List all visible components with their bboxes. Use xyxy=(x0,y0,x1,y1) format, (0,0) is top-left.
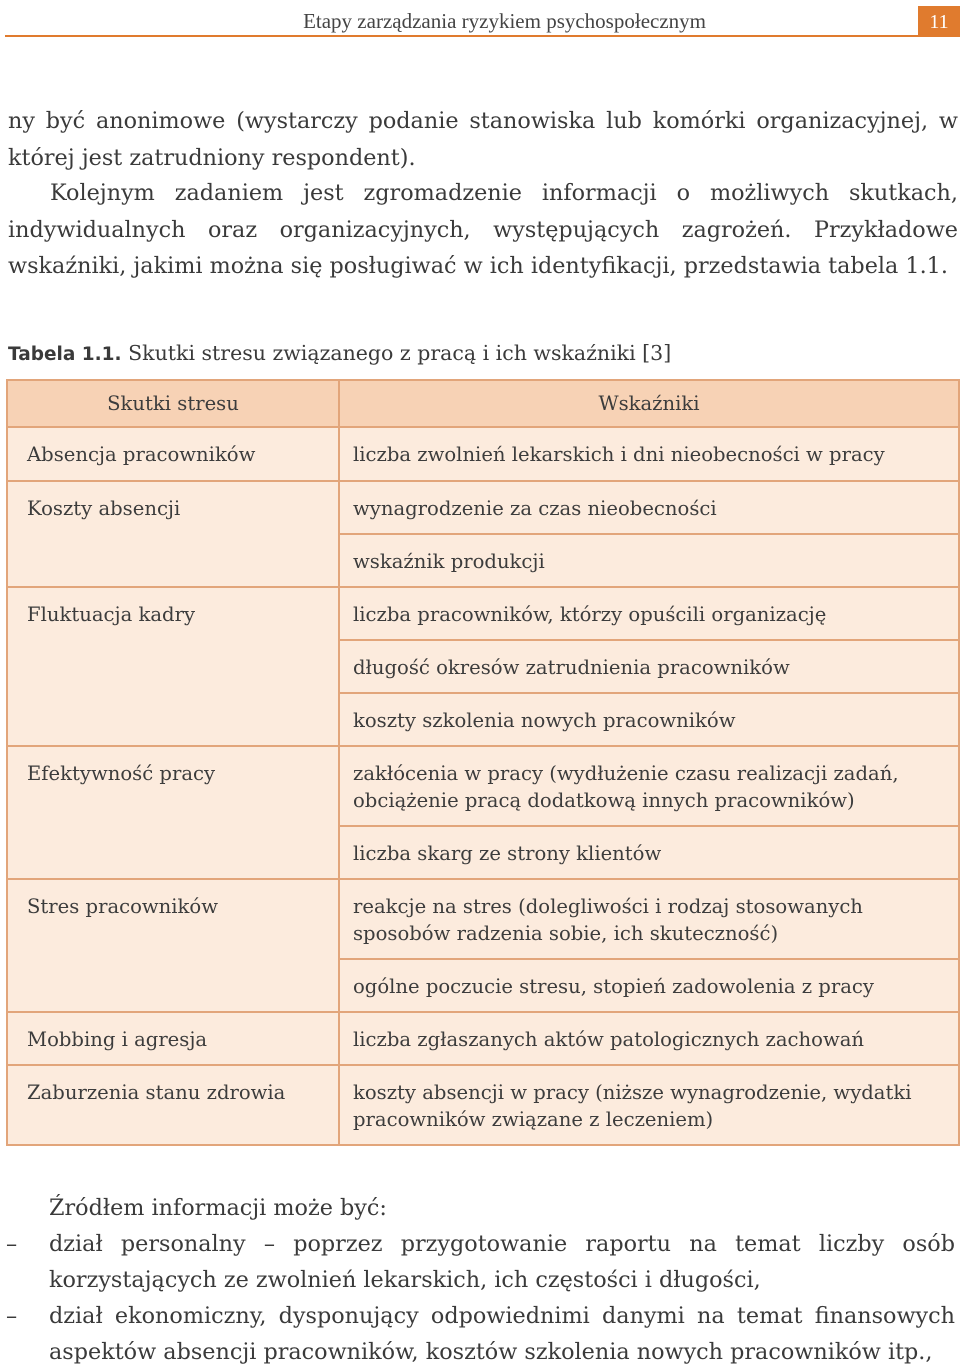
effect-cell: Koszty absencji xyxy=(7,481,339,587)
sources-intro: Źródłem informacji może być: xyxy=(49,1195,387,1221)
indicator-cell: reakcje na stres (dolegliwości i rodzaj stosowanych sposobów radzenia sobie, ich skuteczność) xyxy=(339,879,959,959)
running-title: Etapy zarządzania ryzykiem psychospołecznym xyxy=(303,9,706,33)
indicator-cell: liczba skarg ze strony klientów xyxy=(339,826,959,879)
indicator-cell: liczba zwolnień lekarskich i dni nieobecności w pracy xyxy=(339,427,959,481)
paragraph-indicators: Kolejnym zadaniem jest zgromadzenie informacji o możliwych skutkach, indywidualnych oraz organizacyjnych, występujących zagrożeń. Przykładowe wskaźniki, jakimi można się posługiwać w ich identyfikacji, przedstawia tabela 1.1. xyxy=(8,180,958,279)
indicator-cell: ogólne poczucie stresu, stopień zadowolenia z pracy xyxy=(339,959,959,1012)
paragraph-continuation: ny być anonimowe (wystarczy podanie stanowiska lub komórki organizacyjnej, w której jest zatrudniony respondent). xyxy=(8,108,958,171)
list-item-text: dział personalny – poprzez przygotowanie raportu na temat liczby osób korzystających ze zwolnień lekarskich, ich częstości i długości, xyxy=(49,1231,955,1293)
list-item xyxy=(0,1298,955,1370)
table-row xyxy=(7,587,959,640)
table-row xyxy=(7,1065,959,1145)
effect-cell: Fluktuacja kadry xyxy=(7,587,339,746)
table-caption-text: Skutki stresu związanego z pracą i ich wskaźniki [3] xyxy=(128,341,672,365)
table-row xyxy=(7,481,959,534)
header-effects: Skutki stresu xyxy=(7,380,339,427)
page-header xyxy=(0,0,960,40)
indicator-cell: koszty absencji w pracy (niższe wynagrodzenie, wydatki pracowników związane z leczeniem) xyxy=(339,1065,959,1145)
indicator-cell: koszty szkolenia nowych pracowników xyxy=(339,693,959,746)
indicator-cell: długość okresów zatrudnienia pracowników xyxy=(339,640,959,693)
table-caption xyxy=(8,341,671,365)
effect-cell: Zaburzenia stanu zdrowia xyxy=(7,1065,339,1145)
list-bullet: – xyxy=(6,1231,18,1257)
list-item xyxy=(0,1226,955,1298)
list-item-text: dział ekonomiczny, dysponujący odpowiednimi danymi na temat finansowych aspektów absencji pracowników, kosztów szkolenia nowych pracowników itp., xyxy=(49,1303,955,1365)
table-row xyxy=(7,427,959,481)
information-sources xyxy=(0,1190,960,1370)
table-caption-label: Tabela 1.1. xyxy=(8,344,122,365)
header-indicators: Wskaźniki xyxy=(339,380,959,427)
header-divider xyxy=(5,35,960,37)
indicator-cell: wskaźnik produkcji xyxy=(339,534,959,587)
table-row xyxy=(7,1012,959,1065)
indicator-cell: liczba zgłaszanych aktów patologicznych zachowań xyxy=(339,1012,959,1065)
effect-cell: Mobbing i agresja xyxy=(7,1012,339,1065)
page-number-badge: 11 xyxy=(918,6,960,37)
effect-cell: Stres pracowników xyxy=(7,879,339,1012)
effect-cell: Absencja pracowników xyxy=(7,427,339,481)
table-header-row xyxy=(7,380,959,427)
indicator-cell: liczba pracowników, którzy opuścili organizację xyxy=(339,587,959,640)
indicator-cell: wynagrodzenie za czas nieobecności xyxy=(339,481,959,534)
table-row xyxy=(7,879,959,959)
table-row xyxy=(7,746,959,826)
indicator-cell: zakłócenia w pracy (wydłużenie czasu realizacji zadań, obciążenie pracą dodatkową innych pracowników) xyxy=(339,746,959,826)
effect-cell: Efektywność pracy xyxy=(7,746,339,879)
list-bullet: – xyxy=(6,1303,18,1329)
stress-effects-table xyxy=(6,379,960,1146)
